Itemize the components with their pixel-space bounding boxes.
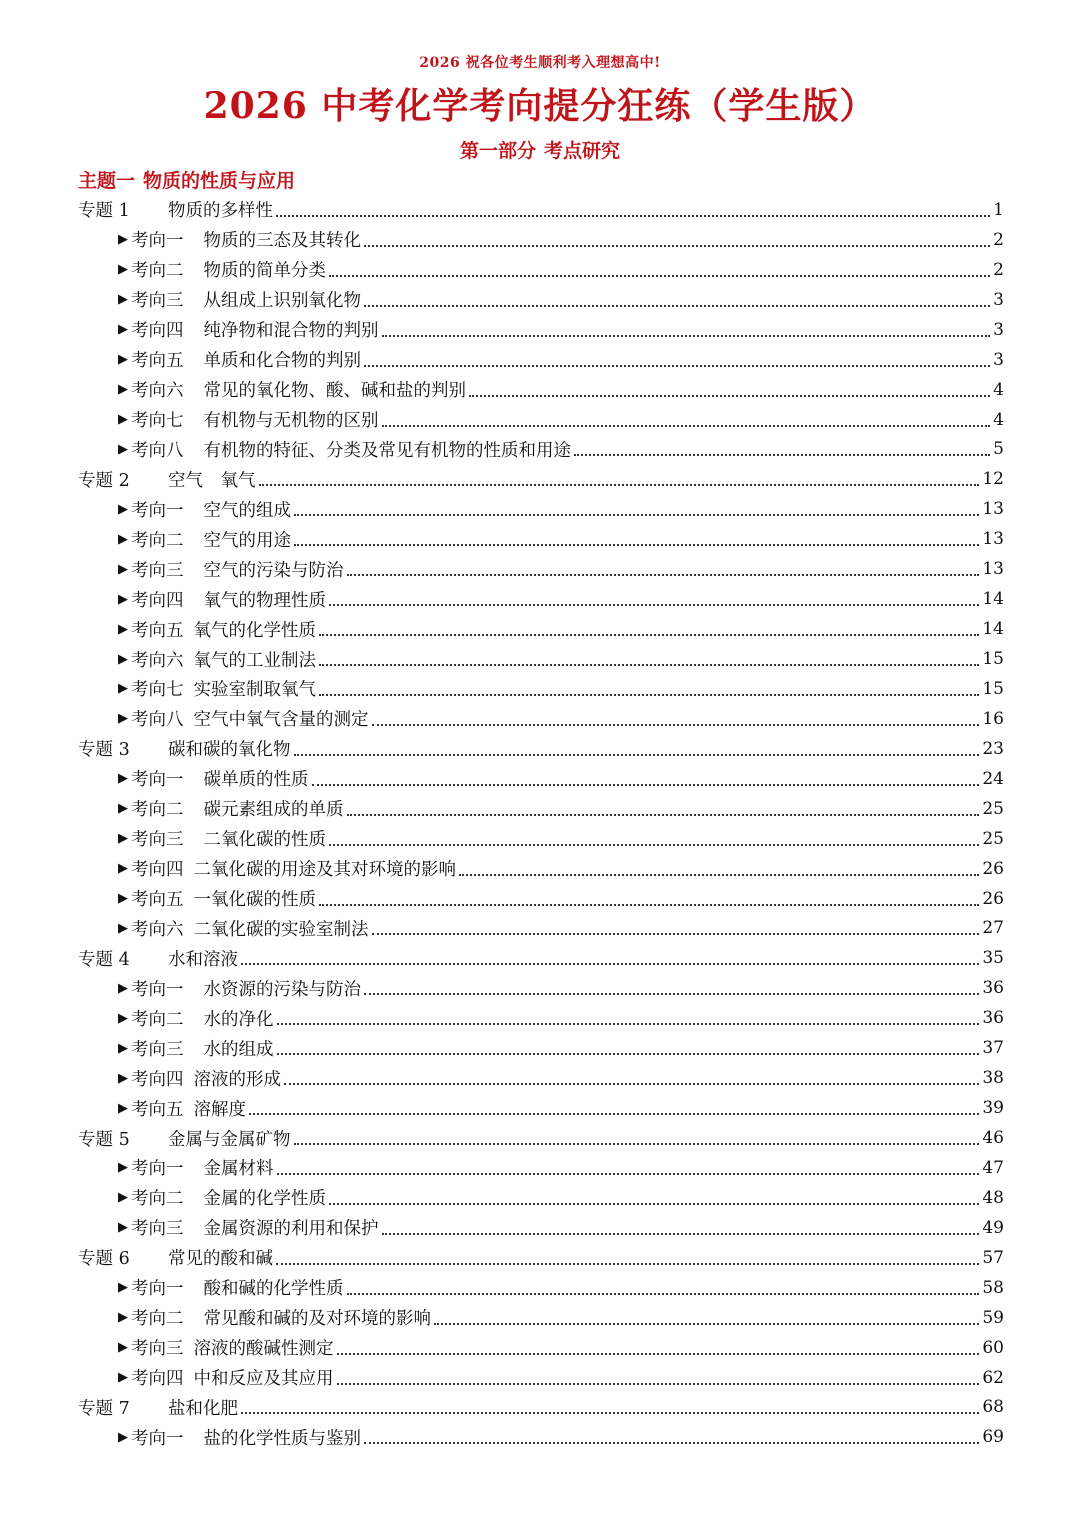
toc-entry-title: 酸和碱的化学性质 — [203, 1279, 344, 1300]
toc-entry-label: 考向二 — [131, 1189, 184, 1210]
toc-entry-title: 有机物的特征、分类及常见有机物的性质和用途 — [203, 440, 571, 461]
toc-page-number: 24 — [982, 768, 1004, 789]
dot-leader — [319, 694, 979, 696]
toc-entry-label: 考向二 — [131, 530, 184, 551]
dot-leader — [319, 634, 979, 636]
toc-entry-label: 考向三 — [131, 291, 184, 312]
triangle-bullet-icon: ▶ — [118, 980, 128, 996]
toc-page-number: 15 — [982, 649, 1004, 670]
dot-leader — [319, 904, 979, 906]
toc-entry-title: 碳元素组成的单质 — [203, 800, 344, 821]
triangle-bullet-icon: ▶ — [118, 831, 128, 847]
toc-page-number: 14 — [982, 589, 1004, 610]
toc-entry-title: 金属与金属矿物 — [168, 1129, 291, 1150]
toc-entry-label: 考向四 — [131, 1069, 184, 1090]
toc-entry-label: 考向三 — [131, 1339, 184, 1360]
triangle-bullet-icon: ▶ — [118, 531, 128, 547]
dot-leader — [277, 1053, 980, 1055]
dot-leader — [277, 1173, 980, 1175]
toc-subtopic-row[interactable] — [78, 1213, 1004, 1243]
toc-page-number: 26 — [982, 888, 1004, 909]
toc-subtopic-row[interactable] — [78, 1303, 1004, 1333]
toc-entry-title: 二氧化碳的性质 — [203, 830, 326, 851]
toc-entry-title: 溶液的酸碱性测定 — [193, 1339, 334, 1360]
dot-leader — [459, 874, 979, 876]
toc-entry-title: 金属资源的利用和保护 — [203, 1219, 379, 1240]
toc-page-number: 26 — [982, 858, 1004, 879]
toc-subtopic-row[interactable] — [78, 1183, 1004, 1213]
toc-entry-title: 金属的化学性质 — [203, 1189, 326, 1210]
toc-subtopic-row[interactable] — [78, 1153, 1004, 1183]
toc-page-number: 37 — [982, 1038, 1004, 1059]
table-of-contents — [78, 195, 1004, 1452]
triangle-bullet-icon: ▶ — [118, 801, 128, 817]
dot-leader — [277, 1023, 980, 1025]
toc-entry-label: 考向一 — [131, 1428, 184, 1449]
triangle-bullet-icon: ▶ — [118, 1100, 128, 1116]
toc-entry-title: 物质的多样性 — [168, 201, 273, 222]
dot-leader — [329, 275, 990, 277]
toc-entry-title: 盐和化肥 — [168, 1398, 238, 1419]
toc-entry-label: 专题 7 — [78, 1398, 130, 1419]
dot-leader — [329, 844, 979, 846]
toc-entry-label: 考向二 — [131, 1009, 184, 1030]
triangle-bullet-icon: ▶ — [118, 262, 128, 278]
toc-entry-title: 物质的三态及其转化 — [203, 231, 361, 252]
toc-subtopic-row[interactable] — [78, 824, 1004, 854]
triangle-bullet-icon: ▶ — [118, 711, 128, 727]
toc-entry-label: 专题 1 — [78, 201, 130, 222]
toc-entry-label: 考向六 — [131, 381, 184, 402]
toc-entry-title: 中和反应及其应用 — [193, 1369, 334, 1390]
toc-entry-title: 碳单质的性质 — [203, 770, 309, 791]
toc-subtopic-row[interactable] — [78, 345, 1004, 375]
toc-entry-label: 考向一 — [131, 500, 184, 521]
toc-entry-title: 二氧化碳的用途及其对环境的影响 — [193, 860, 456, 881]
toc-subtopic-row[interactable] — [78, 255, 1004, 285]
triangle-bullet-icon: ▶ — [118, 1220, 128, 1236]
toc-subtopic-row[interactable] — [78, 584, 1004, 614]
toc-subtopic-row[interactable] — [78, 405, 1004, 435]
toc-page-number: 5 — [993, 439, 1004, 460]
dot-leader — [294, 544, 979, 546]
toc-entry-label: 考向五 — [131, 890, 184, 911]
toc-page-number: 25 — [982, 798, 1004, 819]
toc-page-number: 13 — [982, 529, 1004, 550]
toc-subtopic-row[interactable] — [78, 1093, 1004, 1123]
dot-leader — [312, 784, 980, 786]
triangle-bullet-icon: ▶ — [118, 441, 128, 457]
theme-name: 物质的性质与应用 — [143, 170, 296, 192]
toc-entry-title: 空气 氧气 — [168, 470, 256, 491]
toc-entry-label: 考向二 — [131, 1309, 184, 1330]
toc-page-number: 62 — [982, 1367, 1004, 1388]
dot-leader — [347, 814, 980, 816]
toc-topic-row[interactable] — [78, 464, 1004, 494]
toc-entry-title: 水的组成 — [203, 1039, 274, 1060]
dot-leader — [347, 574, 980, 576]
toc-subtopic-row[interactable] — [78, 375, 1004, 405]
triangle-bullet-icon: ▶ — [118, 1190, 128, 1206]
dot-leader — [574, 454, 990, 456]
toc-page-number: 49 — [982, 1217, 1004, 1238]
part-name: 考点研究 — [544, 140, 621, 162]
dot-leader — [382, 425, 991, 427]
dot-leader — [241, 1412, 979, 1414]
toc-page-number: 2 — [993, 229, 1004, 250]
toc-entry-title: 常见的酸和碱 — [168, 1249, 273, 1270]
toc-entry-label: 考向四 — [131, 590, 184, 611]
toc-entry-title: 一氧化碳的性质 — [193, 890, 316, 911]
toc-page-number: 3 — [993, 319, 1004, 340]
toc-subtopic-row[interactable] — [78, 1333, 1004, 1363]
triangle-bullet-icon: ▶ — [118, 771, 128, 787]
dot-leader — [319, 664, 979, 666]
toc-entry-label: 专题 5 — [78, 1129, 130, 1150]
toc-topic-row[interactable] — [78, 1393, 1004, 1423]
dot-leader — [372, 724, 980, 726]
triangle-bullet-icon: ▶ — [118, 621, 128, 637]
toc-page-number: 13 — [982, 499, 1004, 520]
triangle-bullet-icon: ▶ — [118, 1370, 128, 1386]
dot-leader — [284, 1083, 979, 1085]
toc-entry-title: 从组成上识别氧化物 — [203, 291, 361, 312]
toc-subtopic-row[interactable] — [78, 524, 1004, 554]
toc-subtopic-row[interactable] — [78, 1363, 1004, 1393]
toc-entry-title: 盐的化学性质与鉴别 — [203, 1428, 361, 1449]
toc-subtopic-row[interactable] — [78, 794, 1004, 824]
toc-entry-title: 空气的用途 — [203, 530, 291, 551]
toc-entry-title: 有机物与无机物的区别 — [203, 411, 379, 432]
header-slogan: 2026 祝各位考生顺利考入理想高中! — [419, 55, 661, 71]
dot-leader — [364, 245, 990, 247]
toc-entry-label: 考向一 — [131, 979, 184, 1000]
triangle-bullet-icon: ▶ — [118, 382, 128, 398]
dot-leader — [241, 963, 979, 965]
theme-label: 主题一 — [78, 170, 136, 192]
toc-topic-row[interactable] — [78, 195, 1004, 225]
toc-entry-label: 考向三 — [131, 560, 184, 581]
dot-leader — [347, 1293, 980, 1295]
toc-entry-label: 考向三 — [131, 830, 184, 851]
toc-entry-title: 实验室制取氧气 — [193, 680, 316, 701]
toc-entry-label: 考向一 — [131, 1159, 184, 1180]
toc-entry-label: 考向四 — [131, 321, 184, 342]
triangle-bullet-icon: ▶ — [118, 1310, 128, 1326]
dot-leader — [337, 1383, 980, 1385]
toc-entry-label: 考向六 — [131, 919, 184, 940]
toc-entry-title: 纯净物和混合物的判别 — [203, 321, 379, 342]
toc-subtopic-row[interactable] — [78, 973, 1004, 1003]
dot-leader — [329, 604, 979, 606]
toc-entry-title: 溶液的形成 — [193, 1069, 281, 1090]
toc-entry-title: 常见的氧化物、酸、碱和盐的判别 — [203, 381, 466, 402]
toc-topic-row[interactable] — [78, 1123, 1004, 1153]
triangle-bullet-icon: ▶ — [118, 891, 128, 907]
toc-page-number: 3 — [993, 289, 1004, 310]
toc-entry-label: 考向三 — [131, 1219, 184, 1240]
dot-leader — [469, 395, 990, 397]
triangle-bullet-icon: ▶ — [118, 1040, 128, 1056]
toc-page-number: 23 — [982, 738, 1004, 759]
toc-page-number: 57 — [982, 1247, 1004, 1268]
triangle-bullet-icon: ▶ — [118, 1280, 128, 1296]
toc-page-number: 12 — [982, 469, 1004, 490]
toc-subtopic-row[interactable] — [78, 1273, 1004, 1303]
dot-leader — [294, 514, 979, 516]
toc-entry-label: 专题 3 — [78, 740, 130, 761]
toc-entry-title: 溶解度 — [193, 1099, 246, 1120]
toc-entry-label: 考向八 — [131, 440, 184, 461]
triangle-bullet-icon: ▶ — [118, 561, 128, 577]
toc-page-number: 35 — [982, 948, 1004, 969]
toc-subtopic-row[interactable] — [78, 674, 1004, 704]
toc-entry-title: 金属材料 — [203, 1159, 274, 1180]
triangle-bullet-icon: ▶ — [118, 681, 128, 697]
toc-subtopic-row[interactable] — [78, 1003, 1004, 1033]
toc-page-number: 60 — [982, 1337, 1004, 1358]
dot-leader — [364, 365, 990, 367]
toc-page-number: 25 — [982, 828, 1004, 849]
toc-page-number: 4 — [993, 379, 1004, 400]
toc-entry-title: 二氧化碳的实验室制法 — [193, 919, 369, 940]
toc-subtopic-row[interactable] — [78, 884, 1004, 914]
toc-entry-title: 常见酸和碱的及对环境的影响 — [203, 1309, 431, 1330]
dot-leader — [434, 1323, 979, 1325]
triangle-bullet-icon: ▶ — [118, 1010, 128, 1026]
triangle-bullet-icon: ▶ — [118, 292, 128, 308]
toc-page-number: 36 — [982, 1008, 1004, 1029]
toc-entry-label: 考向六 — [131, 650, 184, 671]
toc-topic-row[interactable] — [78, 734, 1004, 764]
toc-page-number: 69 — [982, 1427, 1004, 1448]
toc-subtopic-row[interactable] — [78, 1422, 1004, 1452]
toc-entry-label: 考向二 — [131, 261, 184, 282]
toc-entry-label: 考向三 — [131, 1039, 184, 1060]
part-heading — [0, 136, 1080, 163]
toc-entry-label: 专题 4 — [78, 949, 130, 970]
dot-leader — [329, 1203, 979, 1205]
toc-entry-label: 考向一 — [131, 770, 184, 791]
triangle-bullet-icon: ▶ — [118, 322, 128, 338]
toc-page-number: 48 — [982, 1187, 1004, 1208]
toc-subtopic-row[interactable] — [78, 1063, 1004, 1093]
document-title: 2026 中考化学考向提分狂练（学生版） — [203, 85, 877, 127]
dot-leader — [276, 215, 990, 217]
dot-leader — [364, 993, 979, 995]
triangle-bullet-icon: ▶ — [118, 1070, 128, 1086]
dot-leader — [372, 933, 980, 935]
triangle-bullet-icon: ▶ — [118, 501, 128, 517]
toc-page-number: 58 — [982, 1277, 1004, 1298]
toc-subtopic-row[interactable] — [78, 1033, 1004, 1063]
toc-page-number: 1 — [993, 199, 1004, 220]
toc-entry-label: 专题 2 — [78, 470, 130, 491]
toc-entry-title: 水的净化 — [203, 1009, 274, 1030]
dot-leader — [337, 1353, 980, 1355]
dot-leader — [259, 484, 980, 486]
triangle-bullet-icon: ▶ — [118, 1340, 128, 1356]
toc-entry-label: 考向四 — [131, 860, 184, 881]
triangle-bullet-icon: ▶ — [118, 920, 128, 936]
toc-page-number: 27 — [982, 918, 1004, 939]
dot-leader — [364, 1442, 979, 1444]
toc-page-number: 3 — [993, 349, 1004, 370]
toc-page-number: 15 — [982, 678, 1004, 699]
toc-page-number: 47 — [982, 1157, 1004, 1178]
toc-entry-title: 单质和化合物的判别 — [203, 351, 361, 372]
toc-subtopic-row[interactable] — [78, 644, 1004, 674]
toc-subtopic-row[interactable] — [78, 285, 1004, 315]
triangle-bullet-icon: ▶ — [118, 412, 128, 428]
dot-leader — [294, 754, 980, 756]
toc-page-number: 59 — [982, 1307, 1004, 1328]
triangle-bullet-icon: ▶ — [118, 1429, 128, 1445]
toc-page-number: 68 — [982, 1397, 1004, 1418]
triangle-bullet-icon: ▶ — [118, 232, 128, 248]
dot-leader — [382, 1233, 980, 1235]
toc-subtopic-row[interactable] — [78, 854, 1004, 884]
dot-leader — [276, 1263, 979, 1265]
toc-subtopic-row[interactable] — [78, 435, 1004, 465]
toc-topic-row[interactable] — [78, 1243, 1004, 1273]
toc-entry-title: 水资源的污染与防治 — [203, 979, 361, 1000]
toc-entry-label: 考向五 — [131, 351, 184, 372]
toc-page-number: 14 — [982, 619, 1004, 640]
dot-leader — [364, 305, 990, 307]
theme-heading — [78, 166, 303, 193]
toc-subtopic-row[interactable] — [78, 914, 1004, 944]
toc-entry-title: 水和溶液 — [168, 949, 238, 970]
toc-entry-label: 考向二 — [131, 800, 184, 821]
triangle-bullet-icon: ▶ — [118, 861, 128, 877]
toc-page-number: 4 — [993, 409, 1004, 430]
triangle-bullet-icon: ▶ — [118, 651, 128, 667]
toc-page-number: 46 — [982, 1128, 1004, 1149]
toc-entry-label: 考向一 — [131, 1279, 184, 1300]
toc-page-number: 39 — [982, 1098, 1004, 1119]
toc-entry-label: 考向八 — [131, 710, 184, 731]
toc-subtopic-row[interactable] — [78, 225, 1004, 255]
toc-entry-title: 氧气的物理性质 — [203, 590, 326, 611]
toc-topic-row[interactable] — [78, 943, 1004, 973]
toc-entry-title: 氧气的化学性质 — [193, 620, 316, 641]
toc-entry-title: 空气的污染与防治 — [203, 560, 344, 581]
toc-subtopic-row[interactable] — [78, 614, 1004, 644]
triangle-bullet-icon: ▶ — [118, 1160, 128, 1176]
toc-subtopic-row[interactable] — [78, 764, 1004, 794]
toc-entry-label: 考向七 — [131, 411, 184, 432]
toc-page-number: 2 — [993, 259, 1004, 280]
toc-entry-title: 氧气的工业制法 — [193, 650, 316, 671]
toc-entry-label: 专题 6 — [78, 1249, 130, 1270]
toc-subtopic-row[interactable] — [78, 315, 1004, 345]
dot-leader — [294, 1143, 980, 1145]
toc-subtopic-row[interactable] — [78, 704, 1004, 734]
toc-subtopic-row[interactable] — [78, 554, 1004, 584]
part-label: 第一部分 — [459, 140, 536, 162]
toc-entry-label: 考向五 — [131, 620, 184, 641]
dot-leader — [249, 1113, 979, 1115]
toc-page-number: 13 — [982, 559, 1004, 580]
dot-leader — [382, 335, 991, 337]
toc-page-number: 36 — [982, 978, 1004, 999]
toc-subtopic-row[interactable] — [78, 494, 1004, 524]
triangle-bullet-icon: ▶ — [118, 352, 128, 368]
toc-entry-label: 考向五 — [131, 1099, 184, 1120]
toc-entry-title: 空气中氧气含量的测定 — [193, 710, 369, 731]
toc-entry-label: 考向七 — [131, 680, 184, 701]
toc-entry-label: 考向一 — [131, 231, 184, 252]
toc-entry-title: 空气的组成 — [203, 500, 291, 521]
toc-page-number: 38 — [982, 1068, 1004, 1089]
toc-entry-title: 碳和碳的氧化物 — [168, 740, 291, 761]
toc-entry-label: 考向四 — [131, 1369, 184, 1390]
toc-page-number: 16 — [982, 708, 1004, 729]
triangle-bullet-icon: ▶ — [118, 591, 128, 607]
toc-entry-title: 物质的简单分类 — [203, 261, 326, 282]
